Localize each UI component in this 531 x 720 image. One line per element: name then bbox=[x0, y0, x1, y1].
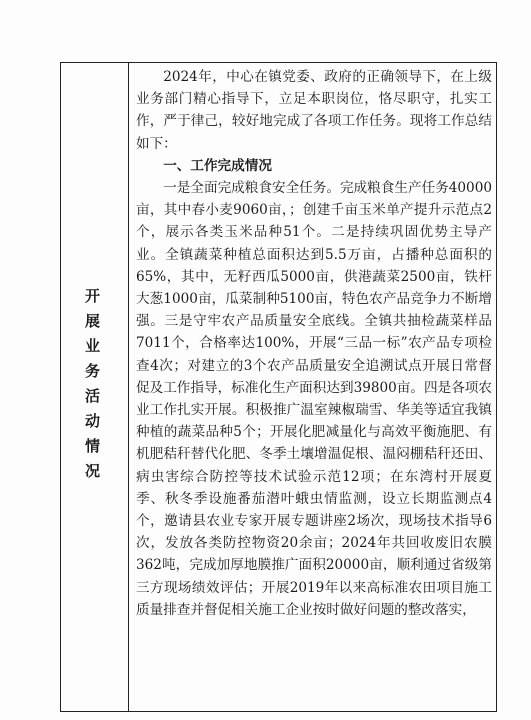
section-heading: 一、工作完成情况 bbox=[163, 157, 272, 174]
content-cell bbox=[136, 66, 492, 621]
side-label: 开展业务活动情况 bbox=[83, 288, 101, 488]
column-divider bbox=[128, 62, 129, 712]
body-paragraph: 一是全面完成粮食安全任务。完成粮食生产任务40000亩，其中春小麦9060亩，；创建千亩玉米单产提升示范点2个，展示各类玉米品种51个。二是持续巩固优势主导产业。全镇蔬菜种植总面积达到5.5万亩，占播种总面积的65%，其中，无籽西瓜5000亩，供港蔬菜2500亩，铁杆大葱1000亩，瓜菜制种5100亩，特色农产品竞争力不断增强。三是守牢农产品质量安全底线。全镇共抽检蔬菜样品7011个，合格率达100%，开展“三品一标”农产品专项检查4次；对建立的3个农产品质量安全追溯试点开展日常督促及工作指导，标准化生产面积达到39800亩。四是各项农业工作扎实开展。积极推广温室辣椒瑞雪、华美等适宜我镇种植的蔬菜品种5个；开展化肥减量化与高效平衡施肥、有机肥秸秆替代化肥、冬季土壤增温促根、温闷棚秸秆还田、病虫害综合防控等技术试验示范12项；在东湾村开展夏季、秋冬季设施番茄潜叶蛾虫情监测，设立长期监测点4个，邀请县农业专家开展专题讲座2场次，现场技术指导6次，发放各类防控物资20余亩；2024年共回收废旧农膜362吨，完成加厚地膜推广面积20000亩，顺利通过省级第三方现场绩效评估；开展2019年以来高标准农田项目施工质量排查并督促相关施工企业按时做好问题的整改落实， bbox=[136, 180, 492, 618]
intro-paragraph: 2024年，中心在镇党委、政府的正确领导下，在上级业务部门精心指导下，立足本职岗位，恪尽职守，扎实工作，严于律己，较好地完成了各项工作任务。现将工作总结如下： bbox=[136, 69, 492, 152]
